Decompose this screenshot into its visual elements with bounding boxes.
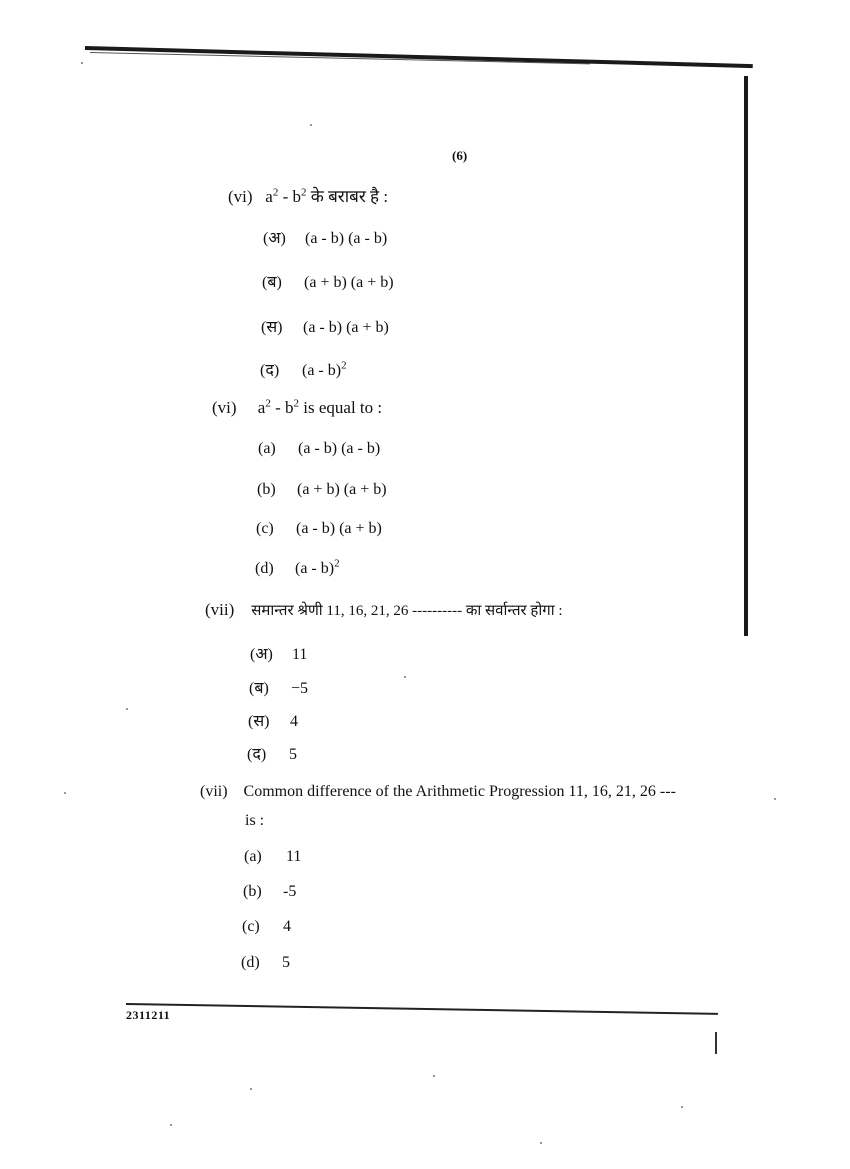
top-border-line — [85, 46, 753, 68]
question-3-option-3: (स) 4 — [248, 713, 298, 730]
scan-speck — [250, 1088, 252, 1090]
bottom-border-line — [126, 1003, 718, 1015]
question-1-number: (vi) — [228, 187, 253, 206]
question-1-option-3: (स) (a - b) (a + b) — [261, 319, 389, 336]
scan-speck — [64, 792, 66, 794]
scan-speck — [681, 1106, 683, 1108]
question-4-number: (vii) — [200, 783, 228, 800]
question-2-option-2: (b) (a + b) (a + b) — [257, 481, 387, 498]
right-border-line — [744, 76, 748, 636]
footer-code: 2311211 — [126, 1008, 171, 1022]
question-1-option-4: (द) (a - b)$^2$ — [260, 359, 347, 379]
question-3-stem: (vii) समान्तर श्रेणी 11, 16, 21, 26 ---------- का सर्वान्तर होगा : — [205, 600, 563, 619]
question-2-option-3: (c) (a - b) (a + b) — [256, 520, 382, 537]
scan-speck — [126, 708, 128, 710]
question-1-option-1: (अ) (a - b) (a - b) — [263, 230, 388, 247]
scan-speck — [433, 1075, 435, 1077]
question-2-number: (vi) — [212, 398, 237, 417]
scan-speck — [170, 1124, 172, 1126]
question-3-option-1: (अ) 11 — [250, 646, 308, 663]
scan-speck — [774, 798, 776, 800]
question-1-option-2: (ब) (a + b) (a + b) — [262, 274, 394, 291]
question-4-option-1: (a) 11 — [244, 848, 302, 865]
scan-speck — [540, 1142, 542, 1144]
question-4-stem: (vii) Common difference of the Arithmetic Progression 11, 16, 21, 26 --- — [200, 783, 676, 800]
question-3-number: (vii) — [205, 600, 235, 619]
right-edge-mark — [715, 1032, 717, 1054]
question-2-option-1: (a) (a - b) (a - b) — [258, 440, 381, 457]
question-3-option-2: (ब) −5 — [249, 680, 309, 697]
question-4-option-4: (d) 5 — [241, 954, 290, 971]
question-1-stem: (vi) $a^2 - b^2$ के बराबर है : — [228, 186, 389, 206]
question-4-option-3: (c) 4 — [242, 918, 291, 935]
scan-speck — [310, 124, 312, 126]
scan-speck — [404, 676, 406, 678]
scan-speck — [81, 62, 83, 64]
question-2-option-4: (d) (a - b)$^2$ — [255, 557, 340, 577]
question-4-stem-line-2: is : — [245, 812, 265, 829]
page-number: (6) — [452, 148, 468, 163]
question-3-option-4: (द) 5 — [247, 746, 297, 763]
question-4-option-2: (b) -5 — [243, 883, 297, 900]
question-2-stem: (vi) $a^2 - b^2$ is equal to : — [212, 397, 383, 417]
